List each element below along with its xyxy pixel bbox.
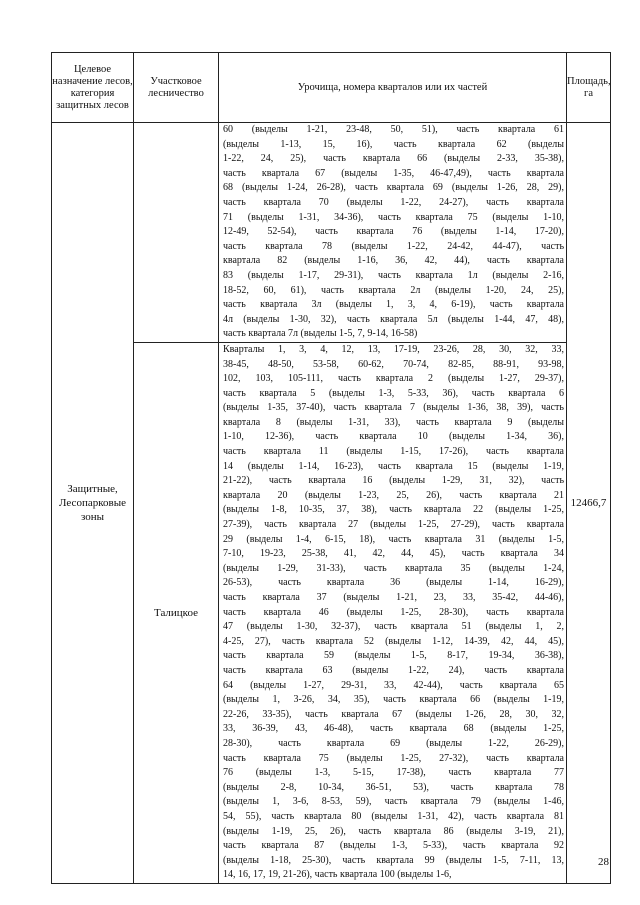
text-line: 22-26, 33-35), часть квартала 67 (выделы 1-26, 28, 30, 32, (223, 708, 564, 720)
text-line: 29 (выделы 1-4, 6-15, 18), часть квартала 31 (выделы 1-5, (223, 533, 564, 545)
forestry-cell: Талицкое (134, 342, 219, 883)
text-line: 1-10, 12-36), часть квартала 10 (выделы 1-34, 36), (223, 431, 564, 443)
text-line: 64 (выделы 1-27, 29-31, 33, 42-44), часть квартала 65 (223, 679, 564, 691)
text-line: часть квартала 87 (выделы 1-3, 5-33), часть квартала 92 (223, 840, 564, 852)
page-number: 28 (598, 856, 609, 868)
text-line: часть квартала 37 (выделы 1-21, 23, 33, 35-42, 44-46), (223, 592, 564, 603)
text-line: 28-30), часть квартала 69 (выделы 1-22, 26-29), (223, 737, 564, 749)
text-line: 12-49, 52-54), часть квартала 76 (выделы 1-14, 17-20), (223, 226, 564, 238)
text-line: 47 (выделы 1-30, 32-37), часть квартала 51 (выделы 1, 2, (223, 621, 564, 633)
text-line: часть квартала 63 (выделы 1-22, 24), часть квартала (223, 664, 564, 676)
text-line: 33, 36-39, 43, 46-48), часть квартала 68 (выделы 1-25, (223, 723, 564, 735)
tracts-cell (219, 342, 567, 883)
forest-table (51, 52, 611, 884)
text-line: 14, 16, 17, 19, 21-26), часть квартала 100 (выделы 1-6, (223, 869, 452, 881)
text-line: часть квартала 67 (выделы 1-35, 46-47,49), часть квартала (223, 167, 564, 179)
text-line: 18-52, 60, 61), часть квартала 2л (выделы 1-20, 24, 25), (223, 284, 564, 296)
text-line: квартала 82 (выделы 1-16, 36, 42, 44), часть квартала (223, 255, 564, 267)
text-line: 27-39), часть квартала 27 (выделы 1-25, 27-29), часть квартала (223, 519, 564, 531)
text-line: 1-22, 24, 25), часть квартала 66 (выделы 2-33, 35-38), (223, 153, 564, 165)
text-line: (выделы 2-8, 10-34, 36-51, 53), часть квартала 78 (223, 781, 564, 793)
text-line: 60 (выделы 1-21, 23-48, 50, 51), часть квартала 61 (223, 124, 564, 135)
header-purpose: Целевое назначение лесов, категория защитных лесов (52, 53, 134, 123)
text-line: часть квартала 75 (выделы 1-25, 27-32), часть квартала (223, 752, 564, 764)
text-line: часть квартала 3л (выделы 1, 3, 4, 6-19), часть квартала (223, 299, 564, 311)
header-tracts: Урочища, номера кварталов или их частей (219, 53, 567, 123)
text-line: квартала 20 (выделы 1-23, 25, 26), часть квартала 21 (223, 489, 564, 501)
text-line: (выделы 1-35, 37-40), часть квартала 7 (выделы 1-36, 38, 39), часть (223, 402, 564, 414)
header-row (52, 53, 611, 123)
text-line: часть квартала 78 (выделы 1-22, 24-42, 44-47), часть (223, 240, 564, 252)
text-line: 38-45, 48-50, 53-58, 60-62, 70-74, 82-85, 88-91, 93-98, (223, 358, 564, 370)
text-line: часть квартала 11 (выделы 1-15, 17-26), часть квартала (223, 446, 564, 458)
text-line: часть квартала 59 (выделы 1-5, 8-17, 19-34, 36-38), (223, 650, 564, 662)
text-line: 68 (выделы 1-24, 26-28), часть квартала 69 (выделы 1-26, 28, 29), (223, 182, 564, 194)
text-line: 54, 55), часть квартала 80 (выделы 1-31, 42), часть квартала 81 (223, 810, 564, 822)
text-line: (выделы 1, 3-26, 34, 35), часть квартала 66 (выделы 1-19, (223, 694, 564, 706)
text-line: (выделы 1-19, 25, 26), часть квартала 86 (выделы 3-19, 21), (223, 825, 564, 837)
text-line: (выделы 1-18, 25-30), часть квартала 99 (выделы 1-5, 7-11, 13, (223, 854, 564, 866)
text-line: 71 (выделы 1-31, 34-36), часть квартала 75 (выделы 1-10, (223, 211, 564, 223)
text-line: часть квартала 7л (выделы 1-5, 7, 9-14, 16-58) (223, 328, 418, 340)
text-line: 7-10, 19-23, 25-38, 41, 42, 44, 45), часть квартала 34 (223, 548, 564, 560)
text-line: часть квартала 46 (выделы 1-25, 28-30), часть квартала (223, 606, 564, 618)
text-line: 102, 103, 105-111, часть квартала 2 (выделы 1-27, 29-37), (223, 373, 564, 385)
text-line: 21-22), часть квартала 16 (выделы 1-29, 31, 32), часть (223, 475, 564, 487)
category-cell: Защитные, Лесопарковые зоны (52, 123, 134, 884)
text-line: (выделы 1, 3-6, 8-53, 59), часть квартала 79 (выделы 1-46, (223, 796, 564, 808)
text-line: часть квартала 70 (выделы 1-22, 24-27), часть квартала (223, 196, 564, 208)
text-line: 76 (выделы 1-3, 5-15, 17-38), часть квартала 77 (223, 767, 564, 779)
table-row (52, 123, 611, 343)
text-line: часть квартала 5 (выделы 1-3, 5-33, 36), часть квартала 6 (223, 387, 564, 399)
text-line: Кварталы 1, 3, 4, 12, 13, 17-19, 23-26, 28, 30, 32, 33, (223, 343, 564, 355)
text-line: (выделы 1-29, 31-33), часть квартала 35 (выделы 1-24, (223, 562, 564, 574)
area-cell: 12466,7 (567, 123, 611, 884)
forestry-cell-empty (134, 123, 219, 343)
tracts-cell-continued (219, 123, 567, 343)
header-forestry: Участковое лесничество (134, 53, 219, 123)
text-line: 83 (выделы 1-17, 29-31), часть квартала 1л (выделы 2-16, (223, 269, 564, 281)
header-area: Площадь, га (567, 53, 611, 123)
text-line: 4л (выделы 1-30, 32), часть квартала 5л (выделы 1-44, 47, 48), (223, 313, 564, 325)
text-line: (выделы 1-13, 15, 16), часть квартала 62 (выделы (223, 138, 564, 150)
text-line: квартала 8 (выделы 1-31, 33), часть квартала 9 (выделы (223, 416, 564, 428)
text-line: 14 (выделы 1-14, 16-23), часть квартала 15 (выделы 1-19, (223, 460, 564, 472)
text-line: 26-53), часть квартала 36 (выделы 1-14, 16-29), (223, 577, 564, 589)
text-line: 4-25, 27), часть квартала 52 (выделы 1-12, 14-39, 42, 44, 45), (223, 635, 564, 647)
text-line: (выделы 1-8, 10-35, 37, 38), часть квартала 22 (выделы 1-25, (223, 504, 564, 516)
table-row (52, 342, 611, 883)
